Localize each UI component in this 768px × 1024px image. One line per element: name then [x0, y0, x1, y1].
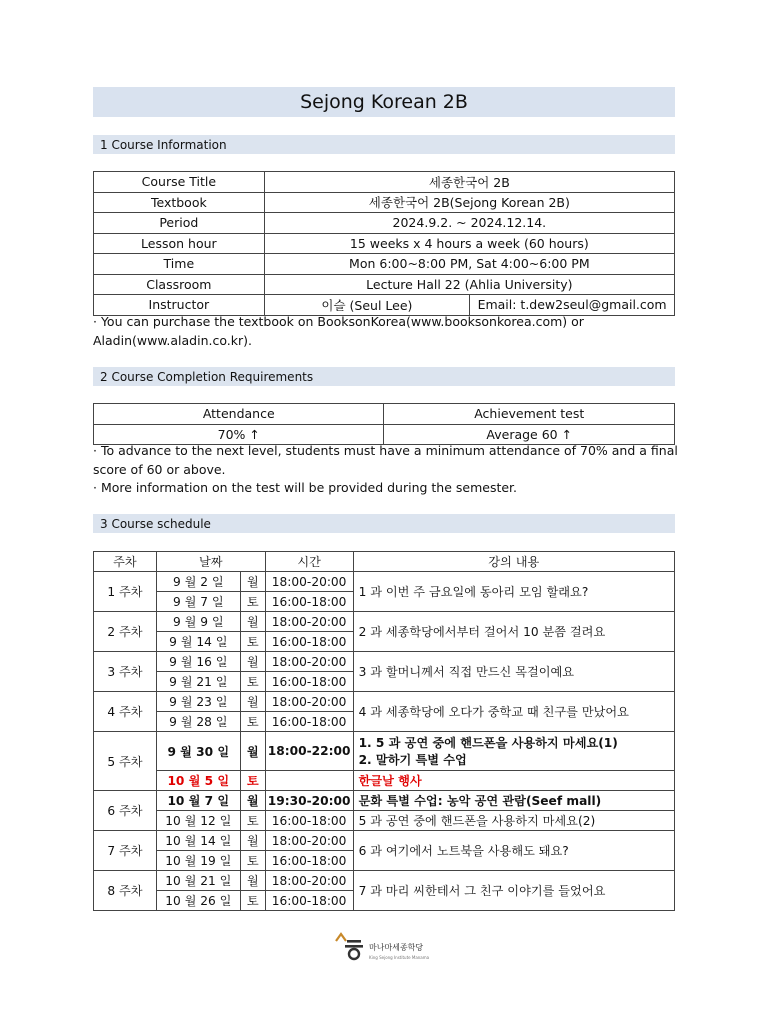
- date-cell: 9 월 30 일: [156, 732, 240, 771]
- lesson-content: 6 과 여기에서 노트북을 사용해도 돼요?: [353, 831, 674, 871]
- lesson-content: 문화 특별 수업: 농악 공연 관람(Seef mall): [353, 791, 674, 811]
- schedule-table: [93, 551, 675, 911]
- holiday-date-cell: 10 월 5 일: [156, 771, 240, 791]
- course-info-table: [93, 171, 675, 316]
- weekday-cell: 토: [240, 771, 265, 791]
- king-sejong-institute-logo: [333, 930, 445, 964]
- weekday-cell: 토: [240, 811, 265, 831]
- weekday-cell: 토: [240, 672, 265, 692]
- section-course-information: 1 Course Information: [93, 135, 675, 154]
- completion-note: · To advance to the next level, students must have a minimum attendance of 70% and a final score of 60 or above.: [93, 443, 678, 477]
- week-label: 4 주차: [94, 692, 157, 732]
- course-title-value: 세종한국어 2B: [264, 172, 674, 193]
- instructor-label: Instructor: [94, 295, 265, 316]
- course-title-label: Course Title: [94, 172, 265, 193]
- table-row: [94, 791, 675, 811]
- time-label: Time: [94, 254, 265, 275]
- lesson-content: 1 과 이번 주 금요일에 동아리 모임 할래요?: [353, 572, 674, 612]
- table-row: [94, 811, 675, 831]
- instructor-email: Email: t.dew2seul@gmail.com: [470, 295, 675, 316]
- time-cell: 18:00-20:00: [265, 652, 353, 672]
- week-label: 2 주차: [94, 612, 157, 652]
- lesson-content: [353, 732, 674, 771]
- table-row: [94, 404, 675, 425]
- weekday-cell: 토: [240, 891, 265, 911]
- date-cell: 9 월 28 일: [156, 712, 240, 732]
- time-cell: 18:00-20:00: [265, 871, 353, 891]
- table-row: [94, 233, 675, 254]
- weekday-cell: 월: [240, 871, 265, 891]
- section-course-schedule: 3 Course schedule: [93, 514, 675, 533]
- time-cell: 16:00-18:00: [265, 632, 353, 652]
- textbook-label: Textbook: [94, 192, 265, 213]
- date-cell: 10 월 14 일: [156, 831, 240, 851]
- date-cell: 9 월 2 일: [156, 572, 240, 592]
- weekday-cell: 토: [240, 592, 265, 612]
- weekday-cell: 월: [240, 652, 265, 672]
- date-cell: 10 월 19 일: [156, 851, 240, 871]
- lesson-hour-value: 15 weeks x 4 hours a week (60 hours): [264, 233, 674, 254]
- weekday-cell: 토: [240, 632, 265, 652]
- table-row: [94, 771, 675, 791]
- date-cell: 10 월 12 일: [156, 811, 240, 831]
- header-time: 시간: [265, 552, 353, 572]
- logo-subtext: King Sejong Institute Manama: [369, 955, 430, 960]
- lesson-content: 3 과 할머니께서 직접 만드신 목걸이예요: [353, 652, 674, 692]
- lesson-hour-label: Lesson hour: [94, 233, 265, 254]
- table-row: [94, 871, 675, 891]
- header-content: 강의 내용: [353, 552, 674, 572]
- date-cell: 9 월 14 일: [156, 632, 240, 652]
- table-row: [94, 612, 675, 632]
- period-label: Period: [94, 213, 265, 234]
- table-row: [94, 274, 675, 295]
- time-cell: 18:00-20:00: [265, 572, 353, 592]
- time-cell: 16:00-18:00: [265, 592, 353, 612]
- textbook-value: 세종한국어 2B(Sejong Korean 2B): [264, 192, 674, 213]
- attendance-label: Attendance: [94, 404, 384, 425]
- date-cell: 9 월 7 일: [156, 592, 240, 612]
- time-cell: 18:00-22:00: [265, 732, 353, 771]
- time-cell: 16:00-18:00: [265, 851, 353, 871]
- weekday-cell: 월: [240, 612, 265, 632]
- header-week: 주차: [94, 552, 157, 572]
- table-row: [94, 692, 675, 712]
- time-value: Mon 6:00~8:00 PM, Sat 4:00~6:00 PM: [264, 254, 674, 275]
- weekday-cell: 월: [240, 732, 265, 771]
- date-cell: 10 월 21 일: [156, 871, 240, 891]
- week-label: 1 주차: [94, 572, 157, 612]
- date-cell: 9 월 16 일: [156, 652, 240, 672]
- weekday-cell: 월: [240, 831, 265, 851]
- date-cell: 9 월 21 일: [156, 672, 240, 692]
- time-cell: 18:00-20:00: [265, 612, 353, 632]
- table-row: [94, 831, 675, 851]
- attendance-value: 70% ↑: [94, 424, 384, 445]
- week-label: 7 주차: [94, 831, 157, 871]
- weekday-cell: 토: [240, 712, 265, 732]
- week-label: 6 주차: [94, 791, 157, 831]
- period-value: 2024.9.2. ~ 2024.12.14.: [264, 213, 674, 234]
- test-info-note: · More information on the test will be provided during the semester.: [93, 480, 518, 495]
- time-cell: 19:30-20:00: [265, 791, 353, 811]
- table-row: [94, 192, 675, 213]
- time-cell: 18:00-20:00: [265, 831, 353, 851]
- table-row: [94, 254, 675, 275]
- week-label: 8 주차: [94, 871, 157, 911]
- lesson-content-line: 1. 5 과 공연 중에 핸드폰을 사용하지 마세요(1): [358, 736, 618, 750]
- time-cell: 16:00-18:00: [265, 712, 353, 732]
- date-cell: 10 월 7 일: [156, 791, 240, 811]
- logo-text: 마나마세종학당: [369, 943, 424, 952]
- section-completion-requirements: 2 Course Completion Requirements: [93, 367, 675, 386]
- table-row: [94, 732, 675, 771]
- time-cell: 16:00-18:00: [265, 672, 353, 692]
- header-date: 날짜: [156, 552, 265, 572]
- lesson-content-line: 2. 말하기 특별 수업: [358, 753, 467, 767]
- lesson-content: 4 과 세종학당에 오다가 중학교 때 친구를 만났어요: [353, 692, 674, 732]
- instructor-name: 이슬 (Seul Lee): [264, 295, 469, 316]
- week-label: 3 주차: [94, 652, 157, 692]
- hangul-day-event: 한글날 행사: [353, 771, 674, 791]
- weekday-cell: 월: [240, 791, 265, 811]
- date-cell: 9 월 23 일: [156, 692, 240, 712]
- weekday-cell: 토: [240, 851, 265, 871]
- sejong-emblem-icon: [333, 930, 445, 964]
- document-title: Sejong Korean 2B: [93, 87, 675, 117]
- schedule-header-row: [94, 552, 675, 572]
- time-cell: 18:00-20:00: [265, 692, 353, 712]
- time-cell: 16:00-18:00: [265, 811, 353, 831]
- achievement-test-label: Achievement test: [384, 404, 675, 425]
- time-cell: 16:00-18:00: [265, 891, 353, 911]
- week-label: 5 주차: [94, 732, 157, 791]
- lesson-content: 7 과 마리 씨한테서 그 친구 이야기를 들었어요: [353, 871, 674, 911]
- lesson-content: 2 과 세종학당에서부터 걸어서 10 분쯤 걸려요: [353, 612, 674, 652]
- table-row: [94, 652, 675, 672]
- table-row: [94, 572, 675, 592]
- table-row: [94, 172, 675, 193]
- classroom-value: Lecture Hall 22 (Ahlia University): [264, 274, 674, 295]
- date-cell: 10 월 26 일: [156, 891, 240, 911]
- table-row: [94, 213, 675, 234]
- table-row: [94, 295, 675, 316]
- time-cell: [265, 771, 353, 791]
- classroom-label: Classroom: [94, 274, 265, 295]
- purchase-note: · You can purchase the textbook on BooksonKorea(www.booksonkorea.com) or Aladin(www.aladin.co.kr).: [93, 314, 584, 348]
- weekday-cell: 월: [240, 572, 265, 592]
- achievement-test-value: Average 60 ↑: [384, 424, 675, 445]
- lesson-content: 5 과 공연 중에 핸드폰을 사용하지 마세요(2): [353, 811, 674, 831]
- weekday-cell: 월: [240, 692, 265, 712]
- date-cell: 9 월 9 일: [156, 612, 240, 632]
- completion-table: [93, 403, 675, 445]
